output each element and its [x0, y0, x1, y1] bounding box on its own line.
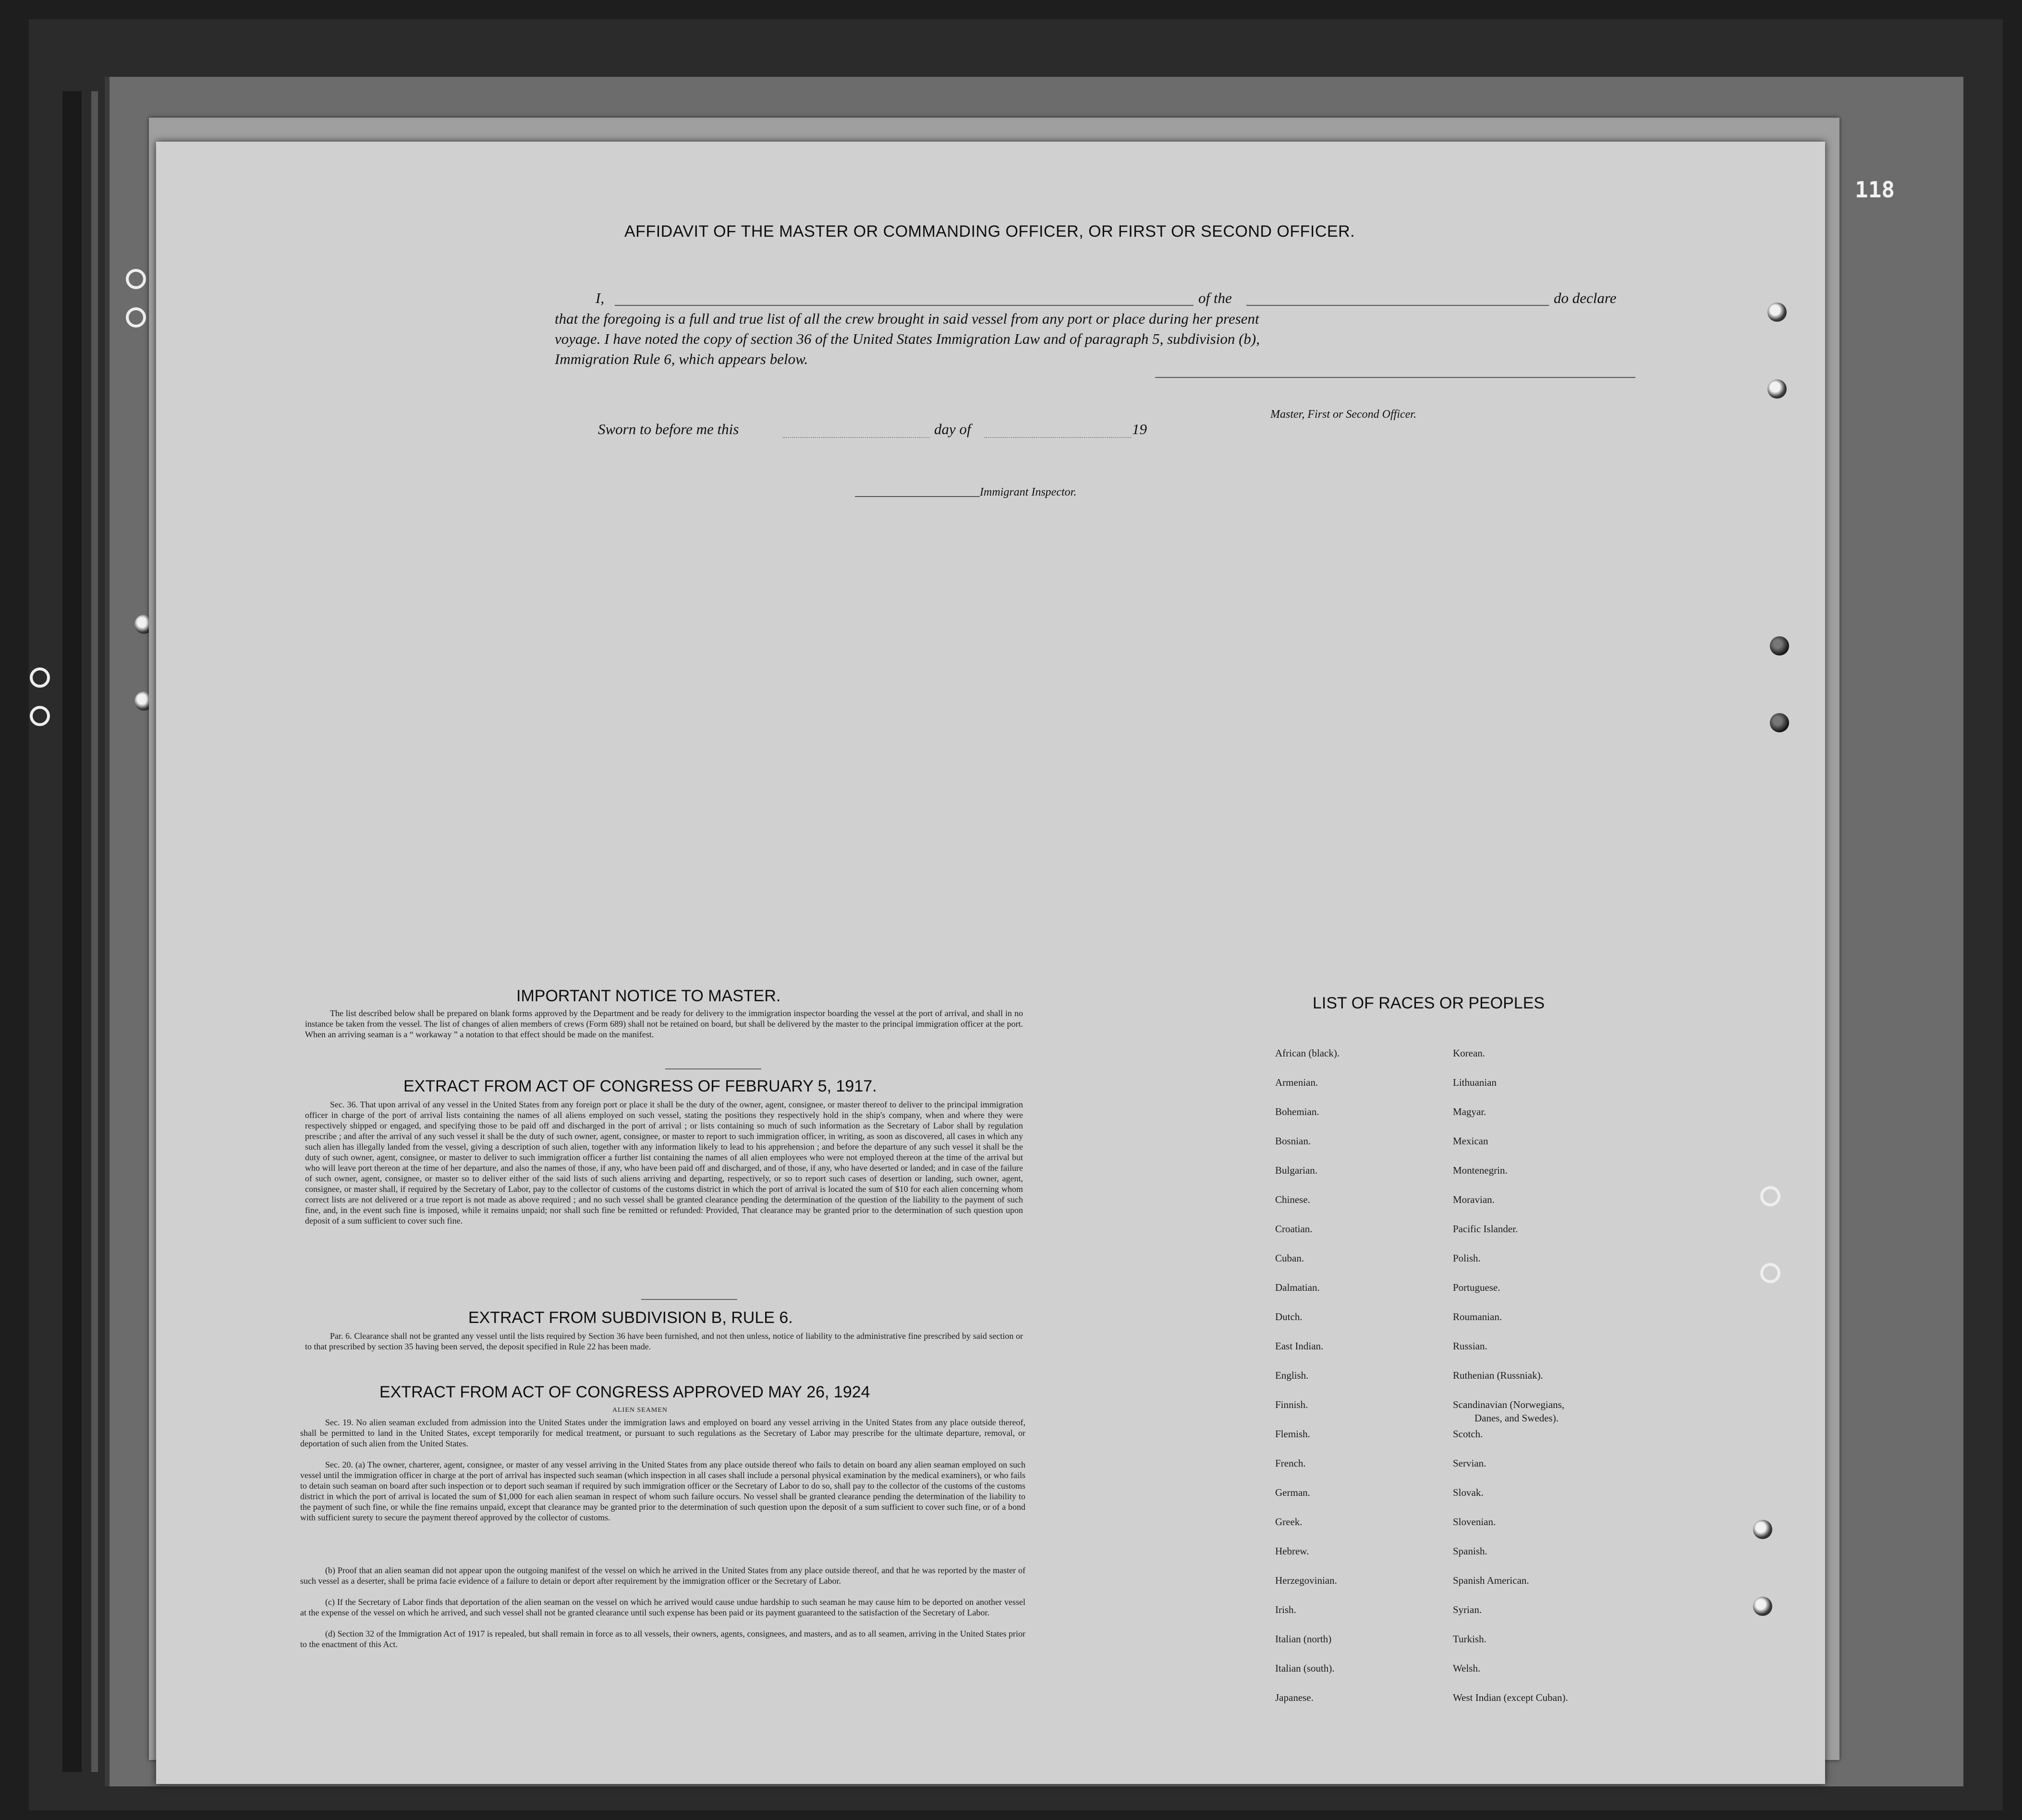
- race-item: Roumanian.: [1453, 1311, 1502, 1323]
- notice-text: The list described below shall be prepared on blank forms approved by the Department and be ready for delivery to the immigration inspector boarding the vessel at the port of arrival, and shall in no instance be taken from the vessel. The list of changes of alien members of crews (Form 689) shall not be retained on board, but shall be delivered by the master to the principal immigration officer at the port. When an arriving seaman is a “ workaway ” a notation to that effect should be made on the manifest.: [305, 1008, 1023, 1039]
- race-item: African (black).: [1275, 1047, 1340, 1059]
- signature-caption: Master, First or Second Officer.: [1270, 408, 1416, 421]
- race-item: East Indian.: [1275, 1340, 1324, 1352]
- sworn-day-blank: [783, 437, 929, 438]
- extract-1924-sec20c: (c) If the Secretary of Labor finds that deportation of the alien seaman on the vessel on which he arrived would cause undue hardship to such seaman he may cause him to be deported on another vessel at the expense of the vessel on which he arrived, and such vessel shall not be granted clearance until such expense has been paid or its payment guaranteed to the satisfaction of the Secretary of Labor.: [300, 1597, 1025, 1617]
- race-item: Bulgarian.: [1275, 1165, 1318, 1176]
- race-item: English.: [1275, 1370, 1309, 1381]
- race-item: Scandinavian (Norwegians,: [1453, 1399, 1565, 1410]
- race-item: Moravian.: [1453, 1194, 1495, 1205]
- extract-1924-subheading: ALIEN SEAMEN: [612, 1407, 668, 1414]
- binding-hole: [30, 706, 50, 726]
- affidavit-heading: AFFIDAVIT OF THE MASTER OR COMMANDING OFFICER, OR FIRST OR SECOND OFFICER.: [624, 222, 1355, 241]
- race-item: West Indian (except Cuban).: [1453, 1692, 1568, 1703]
- race-item: Korean.: [1453, 1047, 1486, 1059]
- section-divider: [665, 1068, 761, 1069]
- punch-hole: [1767, 303, 1787, 322]
- race-item: Montenegrin.: [1453, 1165, 1508, 1176]
- inspector-signature-line: [855, 496, 980, 497]
- binding-hole: [30, 667, 50, 688]
- race-item: Finnish.: [1275, 1399, 1308, 1410]
- notice-heading: IMPORTANT NOTICE TO MASTER.: [516, 987, 781, 1005]
- affidavit-of-the: of the: [1198, 290, 1232, 306]
- signature-line: [1155, 377, 1635, 378]
- race-item: Polish.: [1453, 1252, 1481, 1264]
- race-item: Spanish American.: [1453, 1575, 1529, 1586]
- year-prefix: 19: [1132, 421, 1147, 437]
- binding-hole: [126, 307, 146, 328]
- vessel-blank: [1246, 305, 1549, 306]
- race-item: Italian (south).: [1275, 1662, 1335, 1674]
- race-item-continuation: Danes, and Swedes).: [1474, 1412, 1559, 1424]
- punch-hole: [1770, 636, 1789, 655]
- race-item: Syrian.: [1453, 1604, 1482, 1615]
- race-item: Mexican: [1453, 1135, 1488, 1147]
- affidavit-line-3: voyage. I have noted the copy of section 36 of the United States Immigration Law and of paragraph 5, subdivision (b),: [555, 330, 1260, 347]
- section-divider: [641, 1299, 737, 1300]
- race-item: Irish.: [1275, 1604, 1296, 1615]
- race-item: Turkish.: [1453, 1633, 1486, 1645]
- punch-hole: [1760, 1186, 1780, 1206]
- race-item: Slovenian.: [1453, 1516, 1496, 1528]
- day-of-text: day of: [934, 421, 971, 437]
- race-item: Russian.: [1453, 1340, 1487, 1352]
- punch-hole: [1770, 713, 1789, 732]
- race-item: French.: [1275, 1457, 1306, 1469]
- inspector-caption: Immigrant Inspector.: [980, 486, 1077, 498]
- race-item: Croatian.: [1275, 1223, 1313, 1235]
- extract-rule6-text: Par. 6. Clearance shall not be granted any vessel until the lists required by Section 36 have been furnished, and not then unless, notice of liability to the administrative fine prescribed by said section or to that prescribed by section 35 having been served, the deposit specified in Rule 22 has been made.: [305, 1331, 1023, 1351]
- race-item: Hebrew.: [1275, 1545, 1309, 1557]
- punch-hole: [1753, 1520, 1772, 1539]
- race-item: Flemish.: [1275, 1428, 1310, 1440]
- extract-1924-sec20d: (d) Section 32 of the Immigration Act of 1917 is repealed, but shall remain in force as to all vessels, their owners, agents, consignees, and masters, and as to all seamen, arriving in the United States prior to the enactment of this Act.: [300, 1629, 1025, 1649]
- race-item: Cuban.: [1275, 1252, 1304, 1264]
- race-item: Dutch.: [1275, 1311, 1303, 1323]
- race-item: Greek.: [1275, 1516, 1303, 1528]
- extract-1924-sec20b: (b) Proof that an alien seaman did not appear upon the outgoing manifest of the vessel on which he arrived in the United States from any place outside thereof, and that he was reported by the master of such vessel as a deserter, shall be prima facie evidence of a failure to detain or deport after requirement by the immigration officer or the Secretary of Labor.: [300, 1565, 1025, 1586]
- extract-1917-heading: EXTRACT FROM ACT OF CONGRESS OF FEBRUARY 5, 1917.: [403, 1077, 877, 1095]
- races-heading: LIST OF RACES OR PEOPLES: [1313, 994, 1545, 1012]
- month-blank: [985, 437, 1131, 438]
- race-item: Chinese.: [1275, 1194, 1310, 1205]
- affidavit-do-declare: do declare: [1554, 290, 1617, 306]
- extract-1917-text: Sec. 36. That upon arrival of any vessel in the United States from any foreign port or place it shall be the duty of the owner, agent, consignee, or master thereof to deliver to the principal immigration officer in charge of the port of arrival lists containing the names of all aliens employed on such vessel, stating the positions they respectively hold in the ship's company, when and where they were respectively shipped or engaged, and specifying those to be paid off and discharged in the port of arrival ; or lists containing so much of such information as the Secretary of Labor shall by regulation prescribe ; and after the arrival of any such vessel it shall be the duty of such owner, agent, consignee, or master to report to such immigration officer, in writing, as soon as discovered, all cases in which any such alien has illegally landed from the vessel, giving a description of such alien, together with any information likely to lead to his apprehension ; and before the departure of any such vessel it shall be the duty of such owner, agent, consignee, or master to deliver to such immigration officer a further list containing the names of all alien employees who were not employed thereon at the time of the arrival but who will leave port thereon at the time of her departure, and also the names of those, if any, who have been paid off and discharged, and of those, if any, who have deserted or landed; and in case of the failure of such owner, agent, consignee, or master so to deliver either of the said lists of such aliens arriving and departing, respectively, or so to report such cases of desertion or landing, such owner, agent, consignee, or master shall, if required by the Secretary of Labor, pay to the collector of customs of the customs district in which the port of arrival is located the sum of $10 for each alien concerning whom correct lists are not delivered or a true report is not made as above required ; and no such vessel shall be granted clearance pending the determination of the question of the liability to the payment of such fine, and, in the event such fine is imposed, while it remains unpaid; nor shall such fine be remitted or refunded: Provided, That clearance may be granted prior to the determination of such question upon deposit of a sum sufficient to cover such fine.: [305, 1100, 1023, 1225]
- binding-hole: [126, 269, 146, 289]
- race-item: Bohemian.: [1275, 1106, 1319, 1117]
- extract-1924-sec20a: Sec. 20. (a) The owner, charterer, agent, consignee, or master of any vessel arriving in the United States from any place outside thereof who fails to detain on board any alien seaman employed on such vessel until the immigration officer in charge at the port of arrival has inspected such seaman (which inspection in all cases shall include a personal physical examination by the medical examiners), or who fails to detain such seaman on board after such inspection or to deport such seaman if required by such immigration officer or the Secretary of Labor to do so, shall pay to the collector of the customs of the customs district in which the port of arrival is located the sum of $1,000 for each alien seaman in respect of whom such failure occurs. No vessel shall be granted clearance pending the determination of the liability to the payment of such fine, or while the fine remains unpaid, except that clearance may be granted prior to the determination of such question upon the deposit of a sum sufficient to cover such fine, or of a bond with sufficient surety to secure the payment thereof approved by the collector of customs.: [300, 1460, 1025, 1522]
- race-item: Italian (north): [1275, 1633, 1332, 1645]
- race-item: Servian.: [1453, 1457, 1486, 1469]
- race-item: Herzegovinian.: [1275, 1575, 1337, 1586]
- race-item: Pacific Islander.: [1453, 1223, 1518, 1235]
- affidavit-i: I,: [596, 290, 605, 306]
- extract-rule6-heading: EXTRACT FROM SUBDIVISION B, RULE 6.: [468, 1309, 793, 1327]
- race-item: Scotch.: [1453, 1428, 1483, 1440]
- binding-edge: [91, 91, 98, 1772]
- extract-1924-sec19: Sec. 19. No alien seaman excluded from admission into the United States under the immigration laws and employed on board any vessel arriving in the United States from any place outside thereof, shall be permitted to land in the United States, except temporarily for medical treatment, or pursuant to such regulations as the Secretary of Labor may prescribe for the ultimate departure, removal, or deportation of such alien from the United States.: [300, 1418, 1025, 1448]
- race-item: Welsh.: [1453, 1662, 1481, 1674]
- race-item: Japanese.: [1275, 1692, 1314, 1703]
- name-blank: [615, 305, 1194, 306]
- form-page: [156, 142, 1825, 1784]
- race-item: Bosnian.: [1275, 1135, 1311, 1147]
- race-item: Lithuanian: [1453, 1077, 1497, 1088]
- punch-hole: [1767, 379, 1787, 399]
- race-item: Portuguese.: [1453, 1282, 1500, 1293]
- extract-1924-heading: EXTRACT FROM ACT OF CONGRESS APPROVED MAY 26, 1924: [379, 1383, 870, 1401]
- race-item: Dalmatian.: [1275, 1282, 1320, 1293]
- affidavit-line-4: Immigration Rule 6, which appears below.: [555, 351, 808, 367]
- affidavit-line-2: that the foregoing is a full and true list of all the crew brought in said vessel from any port or place during her present: [555, 310, 1259, 327]
- race-item: Slovak.: [1453, 1487, 1484, 1498]
- page-number: 118: [1855, 177, 1895, 203]
- race-item: German.: [1275, 1487, 1310, 1498]
- binding-strip: [62, 91, 82, 1772]
- race-item: Magyar.: [1453, 1106, 1486, 1117]
- sworn-text: Sworn to before me this: [598, 421, 739, 437]
- punch-hole: [1760, 1263, 1780, 1283]
- race-item: Spanish.: [1453, 1545, 1487, 1557]
- race-item: Armenian.: [1275, 1077, 1318, 1088]
- punch-hole: [1753, 1597, 1772, 1616]
- race-item: Ruthenian (Russniak).: [1453, 1370, 1543, 1381]
